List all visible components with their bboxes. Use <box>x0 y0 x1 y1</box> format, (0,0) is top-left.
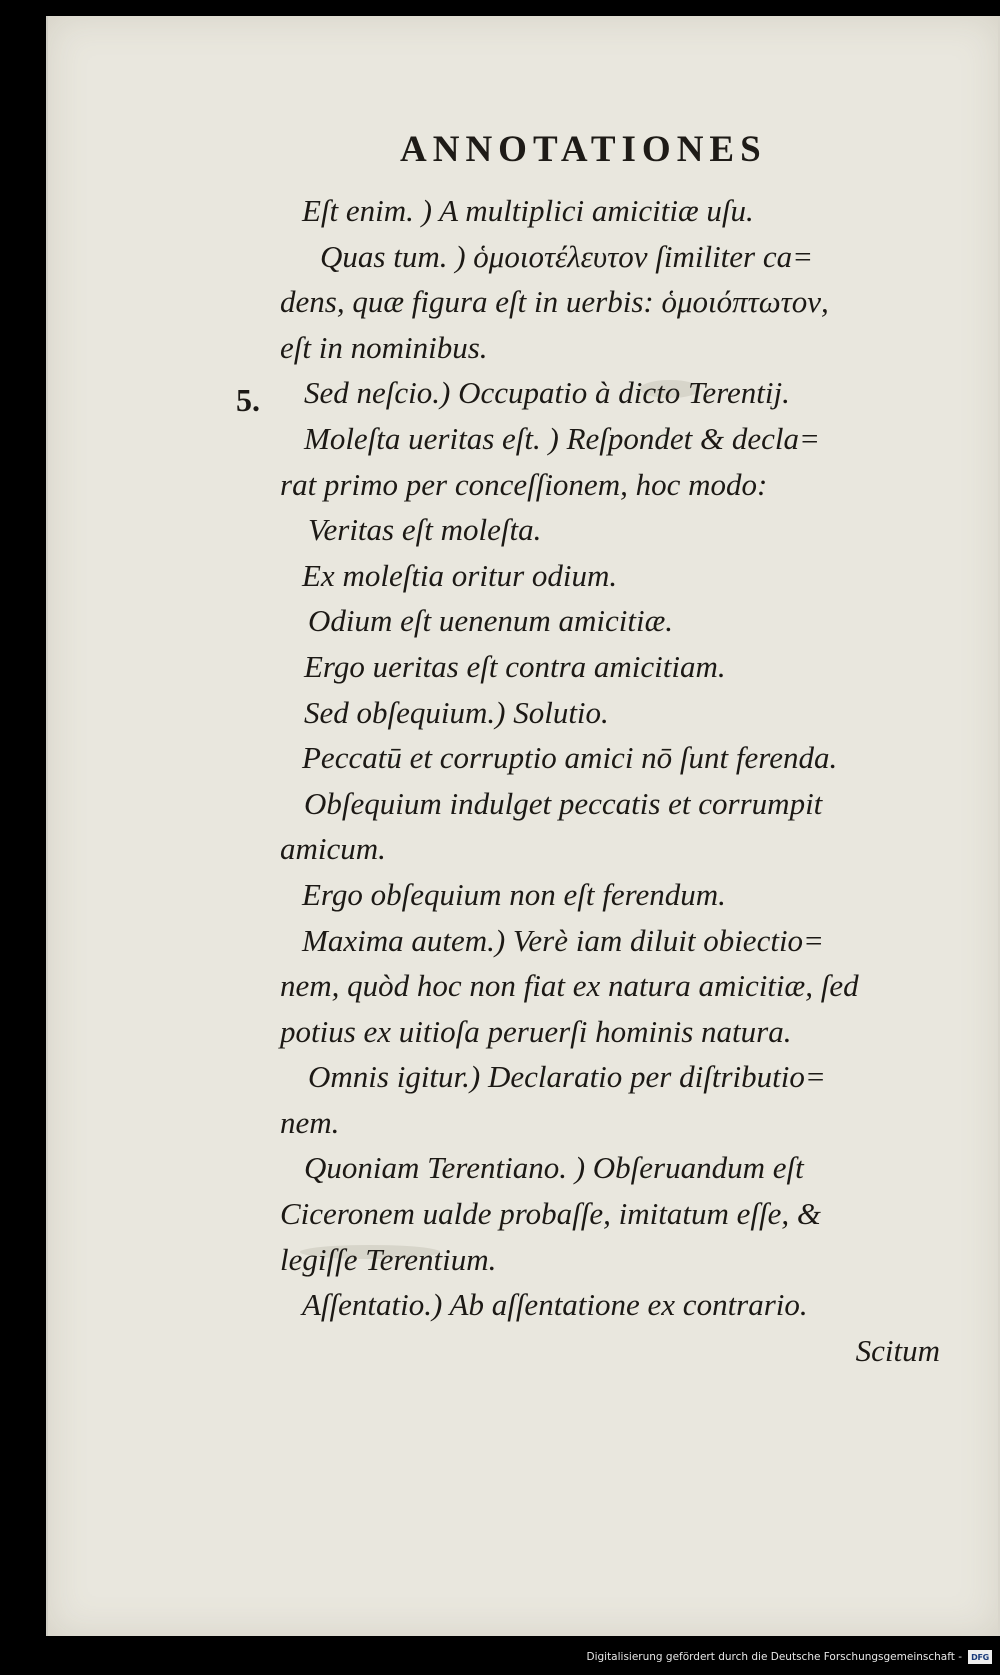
text-line: Sed obſequium.) Solutio. <box>304 694 609 730</box>
text-line: legiſſe Terentium. <box>280 1241 497 1277</box>
dfg-logo <box>968 1650 992 1664</box>
annotation-text <box>280 188 950 1373</box>
text-line: Moleſta ueritas eſt. ) Reſpondet & decla= <box>304 420 820 456</box>
text-line: Quas tum. ) ὁμοιοτέλευτον ſimiliter ca= <box>320 238 814 274</box>
text-line: nem. <box>280 1104 340 1140</box>
text-line: Omnis igitur.) Declaratio per diſtributio= <box>308 1059 826 1095</box>
dfg-logo-text: DFG <box>971 1652 989 1662</box>
running-head: ANNOTATIONES <box>400 129 767 170</box>
digitization-credit <box>586 1650 992 1664</box>
text-line: Quoniam Terentiano. ) Obſeruandum eſt <box>304 1150 804 1186</box>
text-line: Veritas eſt moleſta. <box>308 512 542 548</box>
text-line: dens, quæ figura eſt in uerbis: ὁμοιόπτωτον, <box>280 284 829 320</box>
text-line: amicum. <box>280 831 386 867</box>
text-line: Aſſentatio.) Ab aſſentatione ex contrario. <box>302 1287 808 1323</box>
text-line: Maxima autem.) Verè iam diluit obiectio= <box>302 922 824 958</box>
text-line: Sed neſcio.) Occupatio à dicto Terentij. <box>304 375 790 411</box>
text-line: nem, quòd hoc non fiat ex natura amicitiæ, ſed <box>280 968 859 1004</box>
text-line: Ciceronem ualde probaſſe, imitatum eſſe, & <box>280 1196 821 1232</box>
text-line: Obſequium indulget peccatis et corrumpit <box>304 785 823 821</box>
text-line: Eſt enim. ) A multiplici amicitiæ uſu. <box>302 193 754 228</box>
credit-text: Digitalisierung gefördert durch die Deutsche Forschungsgemeinschaft - <box>586 1651 962 1663</box>
text-line: Ex moleſtia oritur odium. <box>302 557 618 593</box>
margin-section-number: 5. <box>236 382 260 418</box>
text-line: potius ex uitioſa peruerſi hominis natura. <box>280 1013 792 1049</box>
catchword: Scitum <box>855 1332 940 1368</box>
text-line: Ergo obſequium non eſt ferendum. <box>302 876 726 912</box>
text-line: Peccatū et corruptio amici nō ſunt ferenda. <box>302 740 838 776</box>
text-line: Ergo ueritas eſt contra amicitiam. <box>304 648 726 684</box>
text-line: eſt in nominibus. <box>280 329 488 365</box>
text-line: Odium eſt uenenum amicitiæ. <box>308 603 674 639</box>
text-line: rat primo per conceſſionem, hoc modo: <box>280 466 768 502</box>
